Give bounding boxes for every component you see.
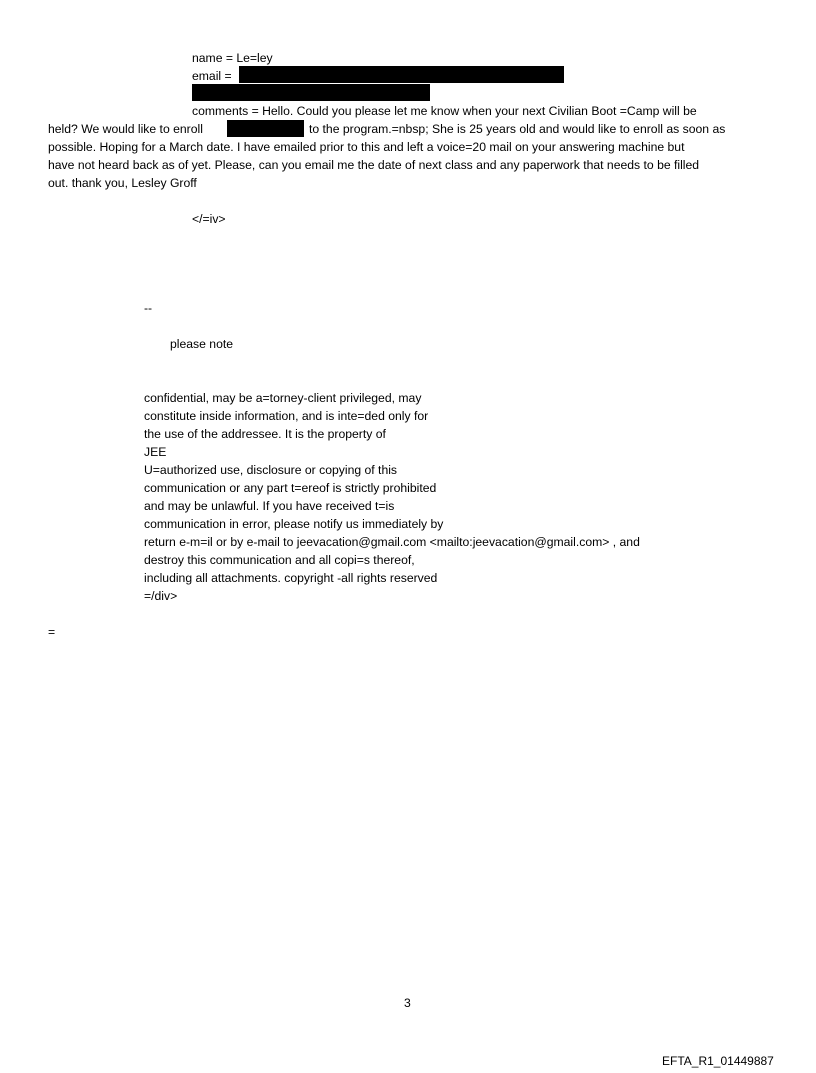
disclaimer-line: communication in error, please notify us immediately by — [144, 517, 444, 531]
comments-line-2-start: held? We would like to enroll — [48, 122, 203, 136]
comments-line-3: possible. Hoping for a March date. I have emailed prior to this and left a voice=20 mail on your answering machine but — [48, 140, 685, 154]
comments-line-4: have not heard back as of yet. Please, can you email me the date of next class and any paperwork that needs to be filled — [48, 158, 700, 172]
comments-line-5: out. thank you, Lesley Groff — [48, 176, 197, 190]
trailing-equals: = — [48, 625, 56, 639]
email-label: email = — [192, 69, 232, 83]
page-number: 3 — [404, 996, 411, 1010]
disclaimer-line: communication or any part t=ereof is strictly prohibited — [144, 481, 437, 495]
name-line: name = Le=ley — [192, 51, 273, 65]
disclaimer-line: return e-m=il or by e-mail to jeevacation@gmail.com <mailto:jeevacation@gmail.com> , and — [144, 535, 640, 549]
name-redaction — [227, 120, 304, 137]
disclaimer-line: =/div> — [144, 589, 178, 603]
disclaimer-line: and may be unlawful. If you have received t=is — [144, 499, 395, 513]
disclaimer-line: confidential, may be a=torney-client privileged, may — [144, 391, 422, 405]
closing-div-tag: </=iv> — [192, 212, 226, 226]
disclaimer-line: destroy this communication and all copi=s thereof, — [144, 553, 415, 567]
disclaimer-line: the use of the addressee. It is the property of — [144, 427, 386, 441]
disclaimer-line: JEE — [144, 445, 167, 459]
disclaimer-line: U=authorized use, disclosure or copying of this — [144, 463, 398, 477]
note-heading: please note — [170, 337, 234, 351]
comments-line-2-end: to the program.=nbsp; She is 25 years old and would like to enroll as soon as — [309, 122, 726, 136]
email-redaction — [239, 66, 564, 83]
comments-line-1: comments = Hello. Could you please let me know when your next Civilian Boot =Camp will be — [192, 104, 697, 118]
email-redaction-continued — [192, 84, 430, 101]
document-id: EFTA_R1_01449887 — [662, 1054, 774, 1068]
disclaimer-line: constitute inside information, and is inte=ded only for — [144, 409, 429, 423]
disclaimer-line: including all attachments. copyright -all rights reserved — [144, 571, 438, 585]
signature-separator: -- — [144, 301, 153, 315]
